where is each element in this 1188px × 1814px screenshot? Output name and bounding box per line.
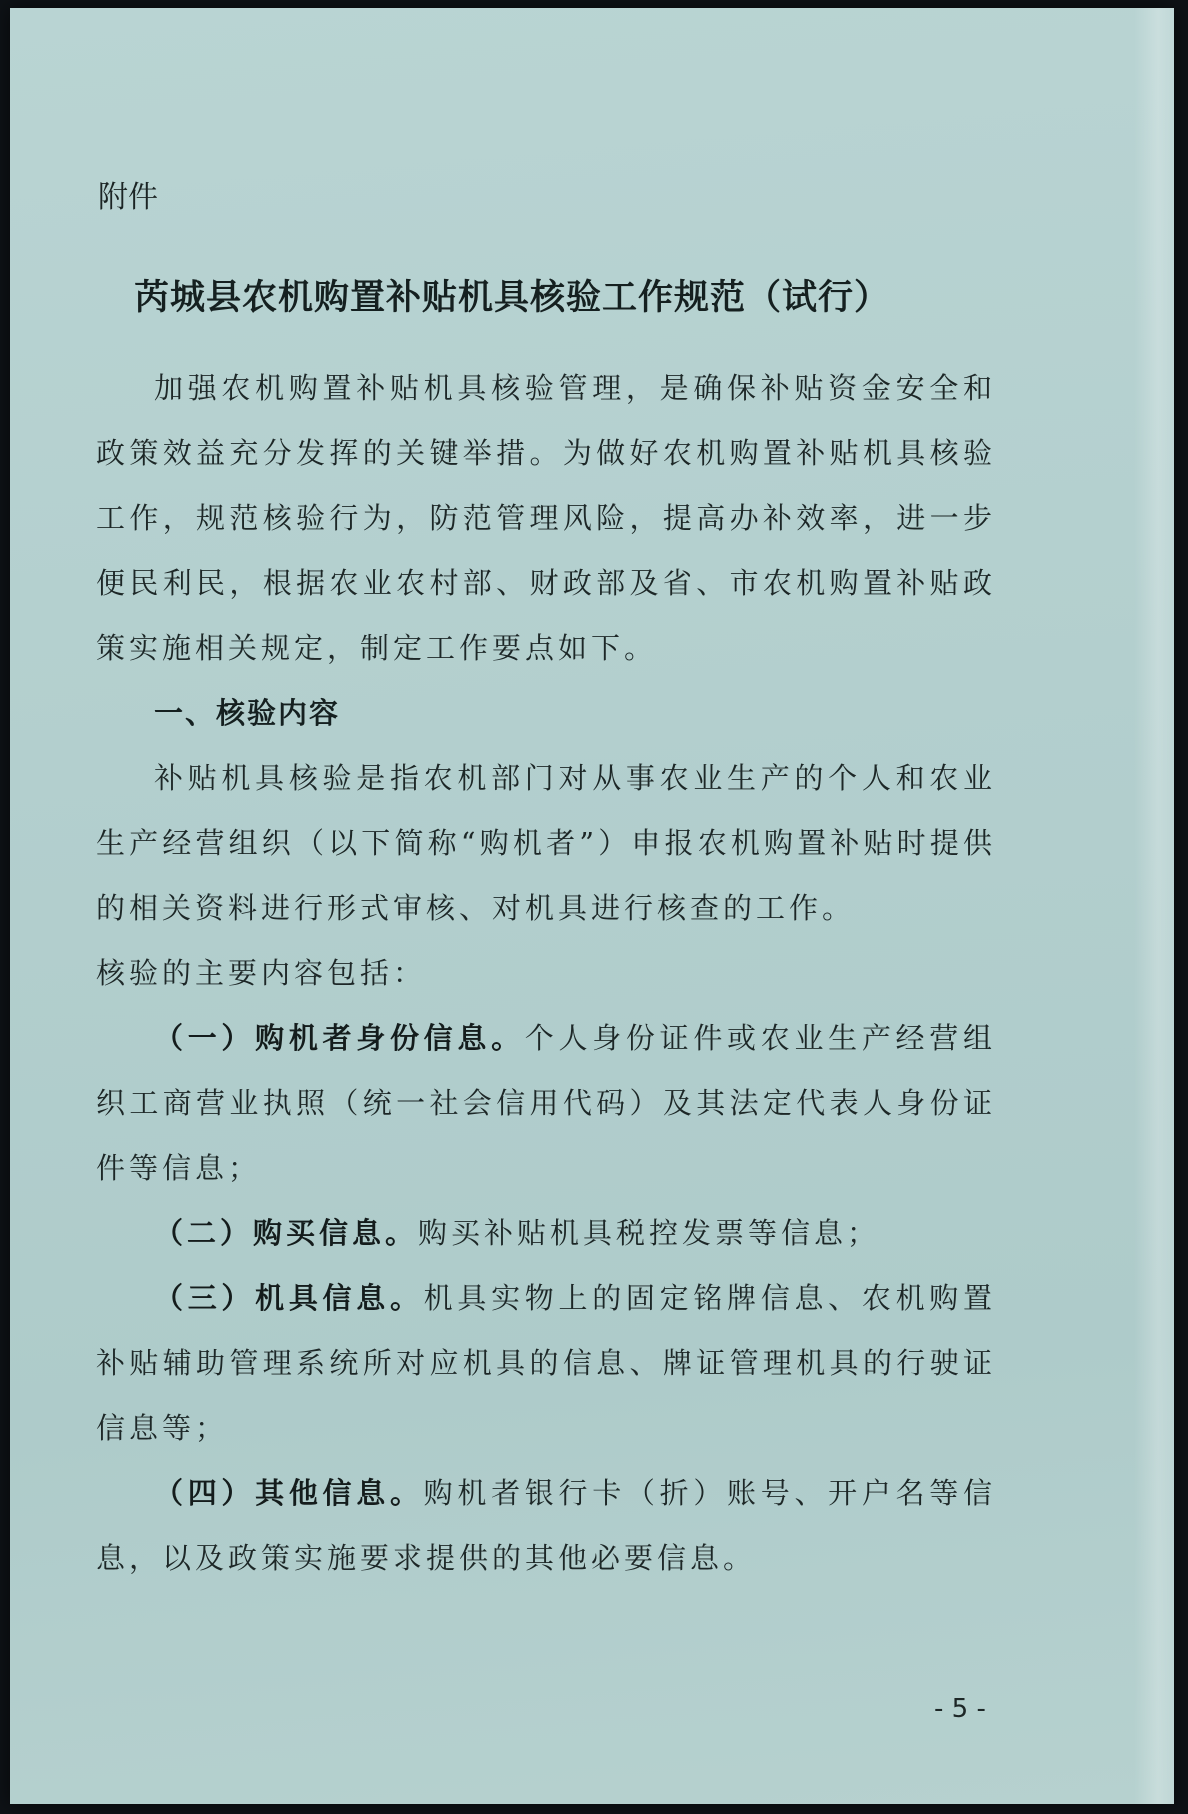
section-heading: 一、核验内容 <box>154 696 341 730</box>
list-item-text: 机具实物上的固定铭牌信息、农机购置补贴辅助管理系统所对应机具的信息、牌证管理机具的行驶证信息等； <box>96 1281 996 1445</box>
list-item-label: （四）其他信息。 <box>154 1476 424 1510</box>
list-item-label: （三）机具信息。 <box>154 1281 424 1315</box>
list-item-purchase <box>96 1201 996 1266</box>
list-item-identity <box>96 1006 996 1201</box>
list-item-text: 个人身份证件或农业生产经营组织工商营业执照（统一社会信用代码）及其法定代表人身份证件等信息； <box>96 1021 996 1185</box>
list-item-text: 购机者银行卡（折）账号、开户名等信息，以及政策实施要求提供的其他必要信息。 <box>96 1476 996 1575</box>
intro-paragraph: 加强农机购置补贴机具核验管理，是确保补贴资金安全和政策效益充分发挥的关键举措。为做好农机购置补贴机具核验工作，规范核验行为，防范管理风险，提高办补效率，进一步便民利民，根据农业农村部、财政部及省、市农机购置补贴政策实施相关规定，制定工作要点如下。 <box>96 371 996 665</box>
page-number: - 5 - <box>934 1694 986 1724</box>
document-body <box>96 356 996 1591</box>
attachment-label: 附件 <box>98 180 158 215</box>
list-item-label: （一）购机者身份信息。 <box>154 1021 525 1055</box>
document-page <box>10 8 1174 1804</box>
list-item-other <box>96 1461 996 1591</box>
list-item-label: （二）购买信息。 <box>154 1216 419 1250</box>
section-paragraph: 补贴机具核验是指农机部门对从事农业生产的个人和农业生产经营组织（以下简称“购机者”）申报农机购置补贴时提供的相关资料进行形式审核、对机具进行核查的工作。 <box>96 761 996 925</box>
document-title: 芮城县农机购置补贴机具核验工作规范（试行） <box>134 278 891 318</box>
section-lead: 核验的主要内容包括： <box>96 956 427 990</box>
list-item-machine <box>96 1266 996 1461</box>
list-item-text: 购买补贴机具税控发票等信息； <box>418 1216 881 1250</box>
